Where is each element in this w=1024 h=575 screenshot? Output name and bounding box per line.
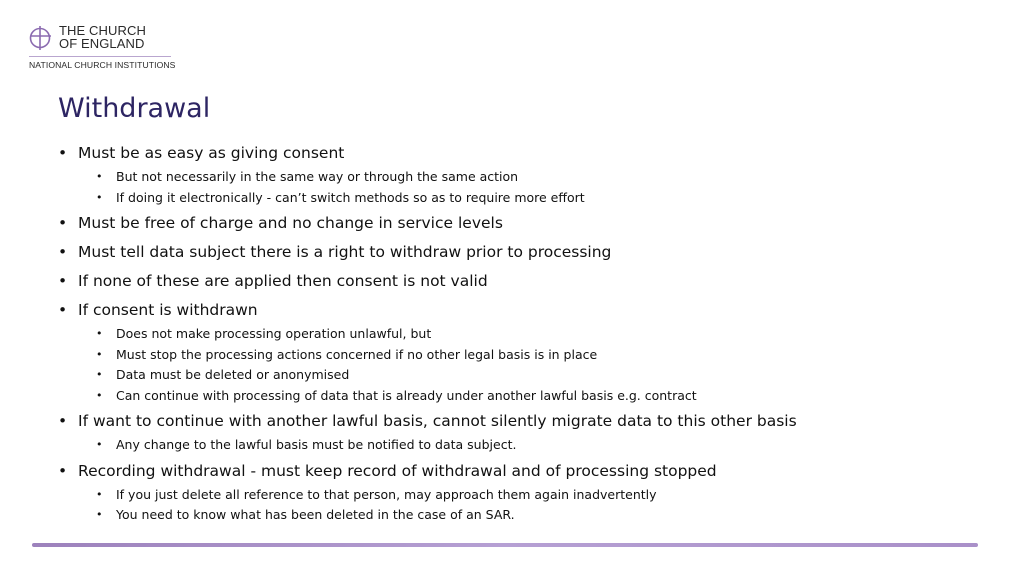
bullet-text: If none of these are applied then consent is not valid: [78, 272, 488, 290]
footer-divider: [32, 543, 978, 547]
logo-row: [29, 24, 176, 51]
bullet-text: Must tell data subject there is a right to withdraw prior to processing: [78, 243, 612, 261]
cross-circle-icon: [29, 25, 53, 51]
bullet-text: Recording withdrawal - must keep record of withdrawal and of processing stopped: [78, 461, 717, 480]
logo-divider: [29, 56, 171, 57]
sub-bullet-item: • Does not make processing operation unlawful, but: [78, 324, 998, 345]
bullet-text: If want to continue with another lawful basis, cannot silently migrate data to this other basis: [78, 412, 797, 430]
sub-bullet-item: • If you just delete all reference to that person, may approach them again inadvertently: [78, 485, 998, 506]
logo-line-1: THE CHURCH: [59, 23, 146, 38]
sub-bullet-item: • But not necessarily in the same way or through the same action: [78, 167, 998, 188]
bullet-item: [58, 411, 998, 431]
sub-bullet-item: • Any change to the lawful basis must be notified to data subject.: [78, 435, 998, 456]
sub-bullet-item: • Data must be deleted or anonymised: [78, 365, 998, 386]
sub-bullet-list: [58, 167, 998, 208]
church-of-england-logo: [29, 24, 176, 70]
bullet-item: [58, 300, 998, 320]
logo-wordmark: [59, 24, 146, 50]
spacer: [58, 526, 998, 531]
sub-bullet-list: [58, 435, 998, 456]
bullet-list: [58, 143, 998, 531]
sub-bullet-list: [58, 324, 998, 406]
bullet-text: Must be free of charge and no change in service levels: [78, 214, 503, 232]
sub-bullet-item: • Must stop the processing actions concerned if no other legal basis is in place: [78, 345, 998, 366]
logo-line-2: OF ENGLAND: [59, 36, 145, 51]
bullet-item: [58, 143, 998, 163]
page-title: Withdrawal: [58, 93, 211, 124]
logo-subline: NATIONAL CHURCH INSTITUTIONS: [29, 60, 176, 70]
bullet-item: [58, 242, 998, 262]
sub-bullet-item: • Can continue with processing of data that is already under another lawful basis e.g. contract: [78, 386, 998, 407]
bullet-text: Must be as easy as giving consent: [78, 144, 345, 162]
sub-bullet-item: • You need to know what has been deleted in the case of an SAR.: [78, 505, 998, 526]
sub-bullet-item: • If doing it electronically - can’t switch methods so as to require more effort: [78, 188, 998, 209]
bullet-item: [58, 271, 998, 291]
sub-bullet-list: [58, 485, 998, 526]
bullet-text: If consent is withdrawn: [78, 301, 258, 319]
bullet-item: [58, 461, 998, 481]
bullet-item: [58, 213, 998, 233]
